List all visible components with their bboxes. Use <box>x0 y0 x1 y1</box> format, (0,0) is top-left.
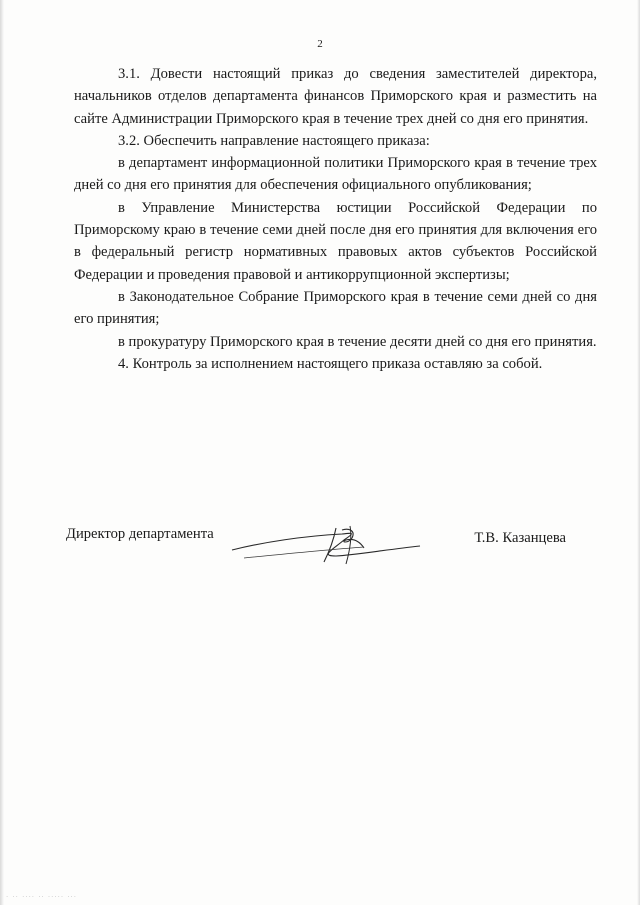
paragraph-item-info-policy: в департамент информационной политики Приморского края в течение трех дней со дня его принятия для обеспечения официального опубликования; <box>74 155 597 194</box>
paragraph-3-2: 3.2. Обеспечить направление настоящего приказа: <box>118 132 430 149</box>
scan-edge-left <box>0 0 4 905</box>
signature-block <box>66 520 586 570</box>
paragraph-item-legislative-assembly: в Законодательное Собрание Приморского края в течение семи дней со дня его принятия; <box>74 288 597 328</box>
scan-artifact: · ·· ···· ·· ····· ··· <box>6 893 77 901</box>
paragraph-4: 4. Контроль за исполнением настоящего приказа оставляю за собой. <box>118 355 543 372</box>
document-body <box>74 63 597 375</box>
paragraph-3-1: 3.1. Довести настоящий приказ до сведения заместителей директора, начальников отделов департамента финансов Приморского края и разместить на сайте Администрации Приморского края в течение трех дней со дня его принятия. <box>74 66 597 127</box>
handwritten-signature <box>224 520 424 570</box>
paragraph-item-prosecutor: в прокуратуру Приморского края в течение десяти дней со дня его принятия. <box>118 333 597 350</box>
signatory-name: Т.В. Казанцева <box>474 530 566 546</box>
paragraph-item-ministry-justice: в Управление Министерства юстиции Российской Федерации по Приморскому краю в течение семи дней после дня его принятия для включения его в федеральный регистр нормативных правовых актов субъектов Российской Федерации и проведения правовой и антикоррупционной экспертизы; <box>74 199 597 283</box>
signatory-role: Директор департамента <box>66 526 214 542</box>
page-number: 2 <box>317 38 323 50</box>
